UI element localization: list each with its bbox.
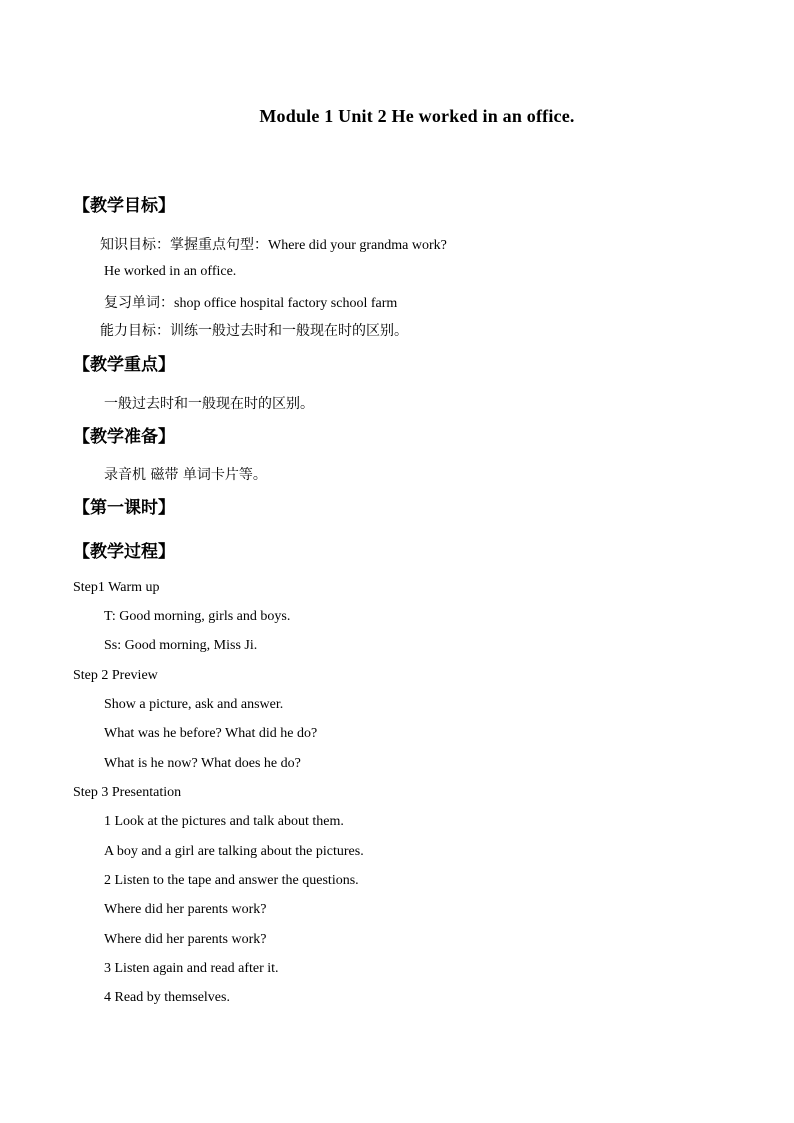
step3-line-7: 4 Read by themselves. [104,990,230,1005]
step2-line-2: What was he before? What did he do? [104,726,318,741]
review-words-label: 复习单词： [104,295,174,311]
review-words-text: shop office hospital factory school farm [174,296,398,311]
knowledge-objective-text: Where did your grandma work? [268,238,447,253]
ability-objective: 能力目标：训练一般过去时和一般现在时的区别。 [100,323,408,339]
heading-process: 【教学过程】 [73,542,175,562]
step1-line-2: Ss: Good morning, Miss Ji. [104,638,258,653]
heading-objectives: 【教学目标】 [73,196,175,216]
preparation-text: 录音机 磁带 单词卡片等。 [104,467,267,483]
knowledge-objective-label: 知识目标：掌握重点句型： [100,237,268,253]
step3-line-1: 1 Look at the pictures and talk about them. [104,814,344,829]
step1-heading: Step1 Warm up [73,580,160,595]
step3-line-5: Where did her parents work? [104,932,267,947]
step3-heading: Step 3 Presentation [73,785,182,800]
document-title: Module 1 Unit 2 He worked in an office. [259,106,575,126]
step1-line-1: T: Good morning, girls and boys. [104,609,291,624]
step3-line-6: 3 Listen again and read after it. [104,961,279,976]
step2-line-1: Show a picture, ask and answer. [104,697,284,712]
key-point-text: 一般过去时和一般现在时的区别。 [104,396,314,412]
step2-heading: Step 2 Preview [73,668,158,683]
key-sentence: He worked in an office. [104,264,237,279]
step3-line-3: 2 Listen to the tape and answer the questions. [104,873,359,888]
knowledge-objective-line [100,234,447,254]
review-words-line [104,292,397,312]
heading-first-lesson: 【第一课时】 [73,498,175,518]
step3-line-4: Where did her parents work? [104,902,267,917]
step2-line-3: What is he now? What does he do? [104,756,301,771]
heading-preparation: 【教学准备】 [73,427,175,447]
heading-key-points: 【教学重点】 [73,355,175,375]
step3-line-2: A boy and a girl are talking about the pictures. [104,844,364,859]
